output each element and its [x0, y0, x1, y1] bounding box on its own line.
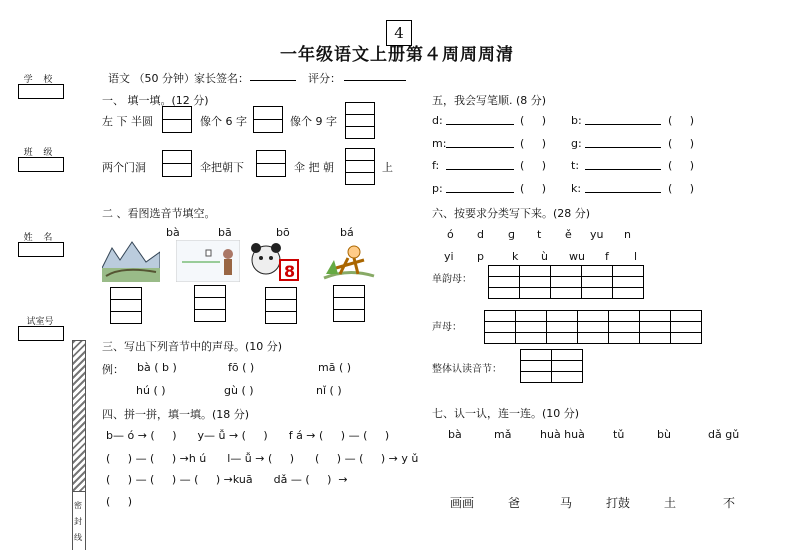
- s1-prompt-7: 上: [382, 161, 393, 174]
- s6-item-u: ù: [541, 250, 548, 263]
- s5-paren-b: ( ): [668, 114, 695, 127]
- s5-blank-p[interactable]: [446, 192, 514, 193]
- s1-prompt-2: 像个 6 字: [200, 115, 247, 128]
- s2-syllable-1: bà: [166, 226, 180, 239]
- s2-syllable-3: bō: [276, 226, 290, 239]
- s1-prompt-1: 左 下 半圆: [102, 115, 153, 128]
- s2-box-2[interactable]: [194, 285, 226, 322]
- s1-box-6[interactable]: [345, 148, 375, 185]
- s6-heading: 六、按要求分类写下来。(28 分): [432, 207, 591, 220]
- s5-blank-g[interactable]: [585, 147, 661, 148]
- s6-grid-finals[interactable]: [488, 265, 644, 299]
- s6-grid-whole[interactable]: [520, 349, 583, 383]
- s5-heading: 五，我会写笔顺. (8 分): [432, 94, 547, 107]
- s7-hanzi-huahua: 画画: [450, 496, 475, 510]
- s5-letter-t: t:: [571, 159, 580, 172]
- room-field[interactable]: [18, 326, 64, 341]
- s3-item-2: fō ( ): [228, 361, 255, 374]
- s5-paren-m: ( ): [520, 137, 547, 150]
- s7-hanzi-ma: 马: [560, 496, 573, 510]
- s1-heading: 一、 填一填。(12 分): [102, 94, 209, 107]
- s2-box-3[interactable]: [265, 287, 297, 324]
- s5-letter-b: b:: [571, 114, 582, 127]
- bear-eight-picture: [246, 238, 300, 282]
- s1-box-5[interactable]: [256, 150, 286, 177]
- s7-hanzi-tu: 土: [664, 496, 677, 510]
- s7-hanzi-dagu: 打鼓: [606, 496, 631, 510]
- s4-line-1: b— ó → ( ) y— ǚ → ( ) f á → ( ) — ( ): [106, 429, 390, 442]
- s6-grid-initials[interactable]: [484, 310, 702, 344]
- seal-char-2: 封: [74, 517, 82, 526]
- s7-hanzi-bu: 不: [723, 496, 736, 510]
- page-title: 一年级语文上册第４周周周清: [280, 45, 514, 65]
- s7-hanzi-ba: 爸: [508, 496, 521, 510]
- s6-item-l: l: [634, 250, 638, 263]
- school-label: 学 校: [23, 75, 57, 85]
- s5-paren-d: ( ): [520, 114, 547, 127]
- score-label: 评分：: [308, 72, 341, 85]
- s5-letter-g: g:: [571, 137, 582, 150]
- seal-char-1: 密: [74, 501, 82, 510]
- school-field[interactable]: [18, 84, 64, 99]
- s5-letter-k: k:: [571, 182, 582, 195]
- seal-hatch: [72, 340, 86, 492]
- s5-blank-b[interactable]: [585, 124, 661, 125]
- s2-box-4[interactable]: [333, 285, 365, 322]
- s2-heading: 二 、看图选音节填空。: [102, 207, 216, 220]
- s6-item-yu: yu: [590, 228, 604, 241]
- s5-blank-t[interactable]: [585, 169, 661, 170]
- s2-syllable-2: bā: [218, 226, 232, 239]
- s4-line-3: ( ) — ( ) — ( ) →kuā dǎ — ( ) →: [106, 473, 348, 486]
- s6-item-o: ó: [447, 228, 454, 241]
- s1-box-2[interactable]: [253, 106, 283, 133]
- s5-blank-k[interactable]: [585, 192, 661, 193]
- s3-example-label: 例：: [102, 363, 124, 376]
- s3-item-6: nǐ ( ): [316, 384, 342, 397]
- s1-box-3[interactable]: [345, 102, 375, 139]
- s6-item-wu: wu: [569, 250, 585, 263]
- s5-letter-d: d:: [432, 114, 443, 127]
- signature-label: 家长签名：: [194, 72, 249, 85]
- s7-pinyin-huahua: huà huà: [540, 428, 585, 441]
- s5-blank-d[interactable]: [446, 124, 514, 125]
- s5-letter-f: f:: [432, 159, 440, 172]
- s6-label-initials: 声母：: [432, 322, 462, 333]
- signature-blank[interactable]: [250, 80, 296, 81]
- s6-label-whole: 整体认读音节：: [432, 364, 502, 375]
- class-label: 班 级: [23, 148, 57, 158]
- s1-box-1[interactable]: [162, 106, 192, 133]
- s7-heading: 七、认一认，连一连。(10 分): [432, 407, 580, 420]
- s3-item-4: hú ( ): [136, 384, 166, 397]
- s5-paren-p: ( ): [520, 182, 547, 195]
- s5-blank-f[interactable]: [446, 169, 514, 170]
- s6-label-finals: 单韵母：: [432, 274, 472, 285]
- s1-prompt-4: 两个门洞: [102, 161, 146, 174]
- s7-pinyin-tu: tǔ: [613, 428, 625, 441]
- s3-item-1: bà ( b ): [137, 361, 177, 374]
- s1-prompt-6: 伞 把 朝: [294, 161, 334, 174]
- s6-item-n: n: [624, 228, 631, 241]
- s2-box-1[interactable]: [110, 287, 142, 324]
- s1-box-4[interactable]: [162, 150, 192, 177]
- s3-item-5: gù ( ): [224, 384, 254, 397]
- s6-item-p: p: [477, 250, 484, 263]
- s5-blank-m[interactable]: [446, 147, 514, 148]
- s7-pinyin-bu: bù: [657, 428, 671, 441]
- s4-heading: 四、拼一拼，填一填。(18 分): [102, 408, 250, 421]
- name-field[interactable]: [18, 242, 64, 257]
- class-field[interactable]: [18, 157, 64, 172]
- score-blank[interactable]: [344, 80, 406, 81]
- s5-paren-t: ( ): [668, 159, 695, 172]
- week-badge: 4: [386, 20, 412, 46]
- s7-pinyin-ma: mǎ: [494, 428, 512, 441]
- room-label: 试室号: [26, 317, 54, 327]
- s6-item-e: ě: [565, 228, 572, 241]
- s7-pinyin-dagu: dǎ gǔ: [708, 428, 740, 441]
- mountain-picture: [102, 238, 160, 282]
- father-picture: [176, 240, 240, 282]
- s3-heading: 三、写出下列音节中的声母。(10 分): [102, 340, 283, 353]
- s1-prompt-5: 伞把朝下: [200, 161, 244, 174]
- s5-letter-m: m:: [432, 137, 447, 150]
- s6-item-t: t: [537, 228, 542, 241]
- s5-letter-p: p:: [432, 182, 443, 195]
- s6-item-f: f: [605, 250, 609, 263]
- s6-item-d: d: [477, 228, 484, 241]
- s1-prompt-3: 像个 9 字: [290, 115, 337, 128]
- s5-paren-f: ( ): [520, 159, 547, 172]
- s6-item-g: ɡ: [508, 228, 515, 241]
- s3-item-3: mā ( ): [318, 361, 352, 374]
- name-label: 姓 名: [23, 233, 57, 243]
- s6-item-yi: yi: [444, 250, 454, 263]
- s6-item-k: k: [512, 250, 519, 263]
- pulling-picture: [318, 240, 378, 282]
- s5-paren-g: ( ): [668, 137, 695, 150]
- s2-syllable-4: bá: [340, 226, 354, 239]
- seal-char-3: 线: [74, 533, 82, 542]
- s4-line-4: ( ): [106, 495, 133, 508]
- s4-line-2: ( ) — ( ) →h ú l— ǚ → ( ) ( ) — ( ) → y ǔ: [106, 452, 419, 465]
- s5-paren-k: ( ): [668, 182, 695, 195]
- subject-label: 语文 （50 分钟）: [108, 72, 195, 85]
- svg-text:8: 8: [284, 262, 296, 281]
- s7-pinyin-ba: bà: [448, 428, 462, 441]
